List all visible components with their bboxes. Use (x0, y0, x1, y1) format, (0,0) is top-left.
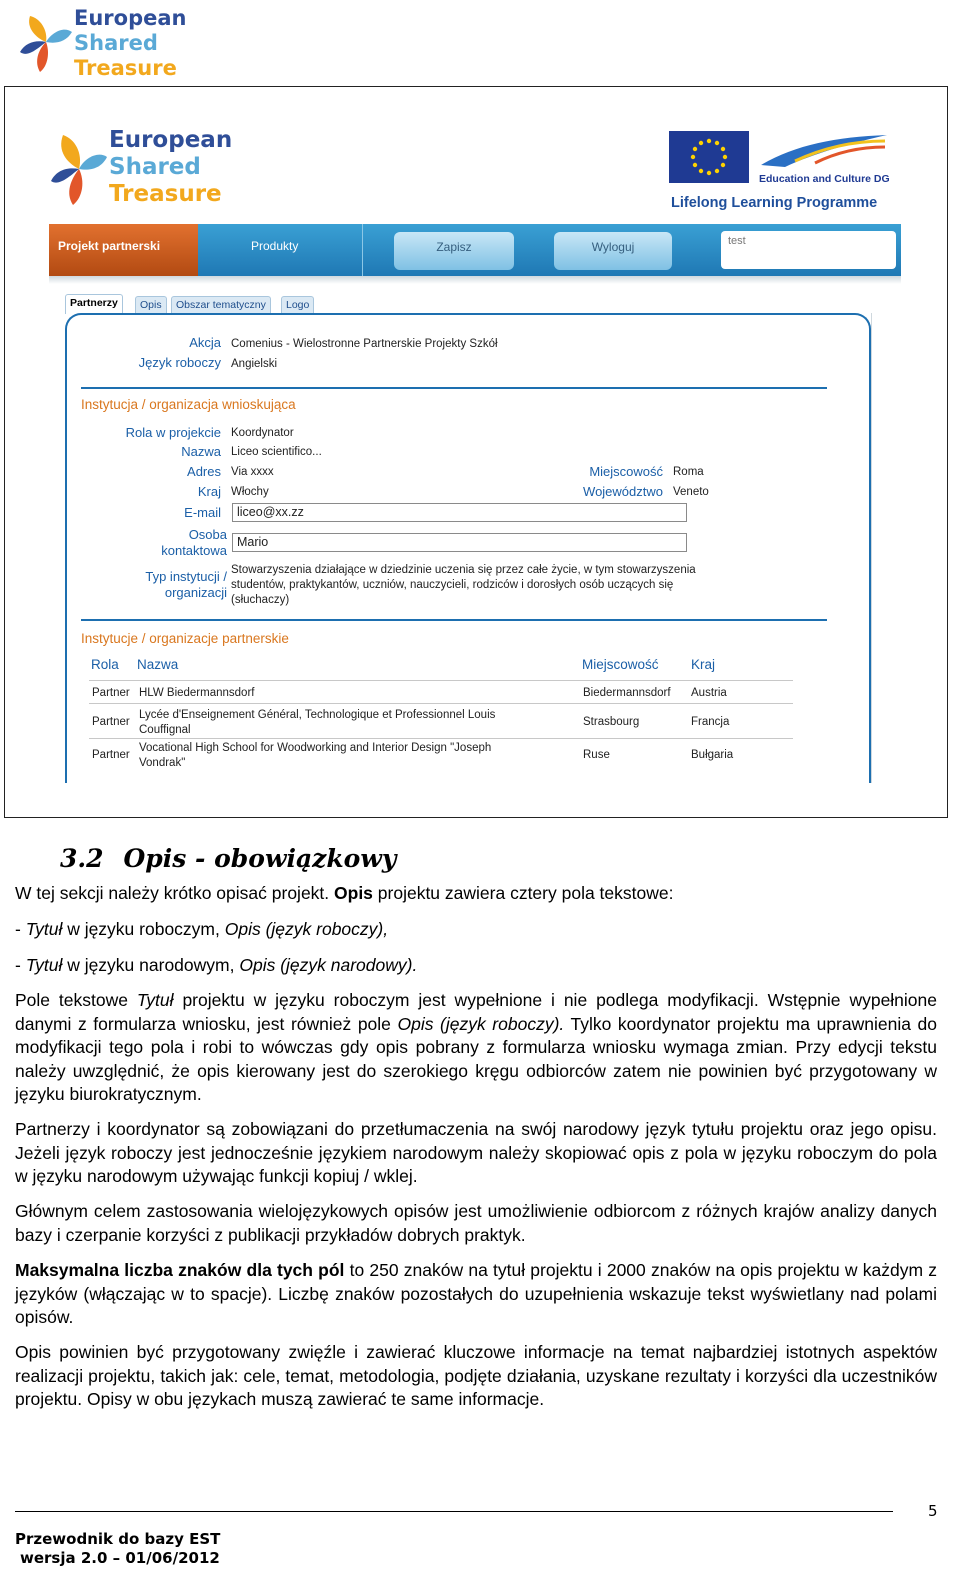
panel-divider (871, 313, 872, 783)
table-row-nazwa: HLW Biedermannsdorf (139, 687, 255, 699)
llp-label: Lifelong Learning Programme (671, 195, 878, 211)
akcja-value: Comenius - Wielostronne Partnerskie Projekty Szkół (231, 338, 498, 350)
eu-flag-icon (669, 131, 749, 183)
nav-projekt-partnerski[interactable]: Projekt partnerski (49, 224, 198, 276)
table-row-rola: Partner (92, 716, 130, 728)
body-paragraph: Partnerzy i koordynator są zobowiązani do przetłumaczenia na swój narodowy język tytułu projektu oraz jego opisu. Jeżeli język roboczy jest jednocześnie językiem narodowym należy skopiować opis z pola w języku roboczym do pola w języku narodowym używając funkcji kopiuj / wklej. (15, 1119, 937, 1186)
table-row-divider (89, 703, 793, 704)
section-separator (81, 387, 827, 389)
intro-paragraph: W tej sekcji należy krótko opisać projekt. Opis projektu zawiera cztery pola tekstowe: (15, 883, 674, 903)
body-paragraph: Głównym celem zastosowania wielojęzykowych opisów jest umożliwienie odbiorcom z różnych krajów analizy danych bazy i czerpanie korzyści z publikacji przykładów dobrych praktyk. (15, 1201, 937, 1245)
miejscowosc-label: Miejscowość (589, 464, 663, 479)
table-row-miejscowosc: Strasbourg (583, 716, 640, 728)
body-paragraph: Pole tekstowe Tytuł projektu w języku roboczym jest wypełnione i nie podlega modyfikacji. Wstępnie wypełnione danymi z formularza wniosku, jest również pole Opis (język roboczy). Tylko koordynator projektu ma uprawnienia do modyfikacji tego pola i robi to wówczas gdy opis pobrany z formularza wniosku wymaga zmian. Przy edycji tekstu należy uwzględnić, że opis kierowany jest do szerokiego kręgu odbiorców zatem nie powinien być przygotowany w języku biurokratycznym. (15, 990, 938, 1104)
tab-partnerzy[interactable]: Partnerzy (65, 294, 123, 314)
partners-heading: Instytucje / organizacje partnerskie (81, 631, 289, 646)
applicant-heading: Instytucja / organizacja wnioskująca (81, 397, 296, 412)
miejscowosc-value: Roma (673, 466, 704, 478)
table-row-rola: Partner (92, 687, 130, 699)
tab-logo[interactable]: Logo (281, 296, 314, 314)
nazwa-value: Liceo scientifico... (231, 446, 322, 458)
table-row-divider (89, 680, 793, 681)
list-item: - Tytuł w języku narodowym, Opis (język narodowy). (15, 955, 418, 975)
footer-version: wersja 2.0 – 01/06/2012 (20, 1549, 220, 1567)
footer-title: Przewodnik do bazy EST (15, 1530, 221, 1548)
table-row-kraj: Bułgaria (691, 749, 734, 761)
contact-person-field[interactable]: Mario (232, 533, 687, 552)
kraj-value: Włochy (231, 486, 269, 498)
save-button[interactable]: Zapisz (394, 232, 514, 270)
logout-button[interactable]: Wyloguj (554, 232, 672, 270)
wojewodztwo-label: Województwo (583, 484, 663, 499)
email-field[interactable]: liceo@xx.zz (232, 503, 687, 522)
email-label: E-mail (184, 505, 221, 520)
footer-rule (15, 1511, 893, 1512)
rola-label: Rola w projekcie (125, 425, 221, 440)
table-row-kraj: Austria (691, 687, 727, 699)
col-kraj: Kraj (691, 657, 716, 672)
app-logo (51, 127, 231, 209)
wojewodztwo-value: Veneto (673, 486, 709, 498)
app-screenshot (4, 86, 948, 818)
typ-value: Stowarzyszenia działające w dziedzinie uczenia się przez całe życie, w tym stowarzyszenia studentów, praktykantów, uczniów, nauczycieli, rodziców i dorosłych osób uczących się (słuchaczy) (231, 564, 696, 606)
tab-opis[interactable]: Opis (135, 296, 167, 314)
page-number: 5 (928, 1502, 938, 1520)
table-row-rola: Partner (92, 749, 130, 761)
jezyk-value: Angielski (231, 358, 278, 370)
body-paragraph: Opis powinien być przygotowany zwięźle i zawierać kluczowe informacje na temat najbardziej istotnych aspektów realizacji projektu, takich jak: cele, temat, metodologia, podjęte działania, uzyskane rezultaty i korzyści dla uczestników projektu. Opisy w obu językach muszą zawierać te same informacje. (15, 1342, 937, 1409)
table-row-miejscowosc: Ruse (583, 749, 610, 761)
flower-logo-icon (51, 127, 107, 207)
nav-shadow (49, 276, 901, 284)
main-nav (49, 224, 901, 276)
akcja-label: Akcja (189, 335, 221, 350)
app-logo-wordmark: European Shared Treasure (109, 127, 233, 207)
kraj-label: Kraj (197, 484, 221, 499)
section-separator (81, 619, 827, 621)
adres-value: Via xxxx (231, 466, 274, 478)
col-nazwa: Nazwa (137, 657, 179, 672)
col-rola: Rola (91, 657, 119, 672)
typ-label: Typ instytucji / organizacji (145, 569, 227, 600)
flower-logo-icon (18, 8, 74, 74)
list-item: - Tytuł w języku roboczym, Opis (język roboczy), (15, 919, 389, 939)
table-row-kraj: Francja (691, 716, 730, 728)
adres-label: Adres (187, 464, 221, 479)
page-logo (18, 4, 187, 80)
logo-wordmark: European Shared Treasure (74, 6, 187, 80)
osoba-label: Osoba kontaktowa (161, 527, 227, 558)
jezyk-label: Język roboczy (138, 355, 221, 370)
table-row-divider (89, 738, 793, 739)
section-heading: 3.2 Opis - obowiązkowy (60, 844, 397, 873)
rola-value: Koordynator (231, 427, 294, 439)
nav-produkty[interactable]: Produkty (199, 224, 363, 276)
search-input[interactable]: test (721, 231, 896, 269)
table-row-nazwa: Lycée d'Enseignement Général, Technologique et Professionnel Louis Couffignal (139, 709, 496, 736)
tab-obszar-tematyczny[interactable]: Obszar tematyczny (171, 296, 271, 314)
col-miejscowosc: Miejscowość (582, 657, 659, 672)
eu-dg-label: Education and Culture DG (759, 173, 890, 185)
nazwa-label: Nazwa (181, 444, 221, 459)
eu-branding (669, 131, 899, 215)
table-row-miejscowosc: Biedermannsdorf (583, 687, 671, 699)
body-paragraph: Maksymalna liczba znaków dla tych pól to 250 znaków na tytuł projektu i 2000 znaków na opis projektu w każdym z języków (włączając w to spacje). Liczbę znaków pozostałych do uzupełnienia wskazuje tekst wyświetlany nad polami opisów. (15, 1260, 937, 1327)
table-row-nazwa: Vocational High School for Woodworking and Interior Design "Joseph Vondrak" (139, 742, 492, 769)
